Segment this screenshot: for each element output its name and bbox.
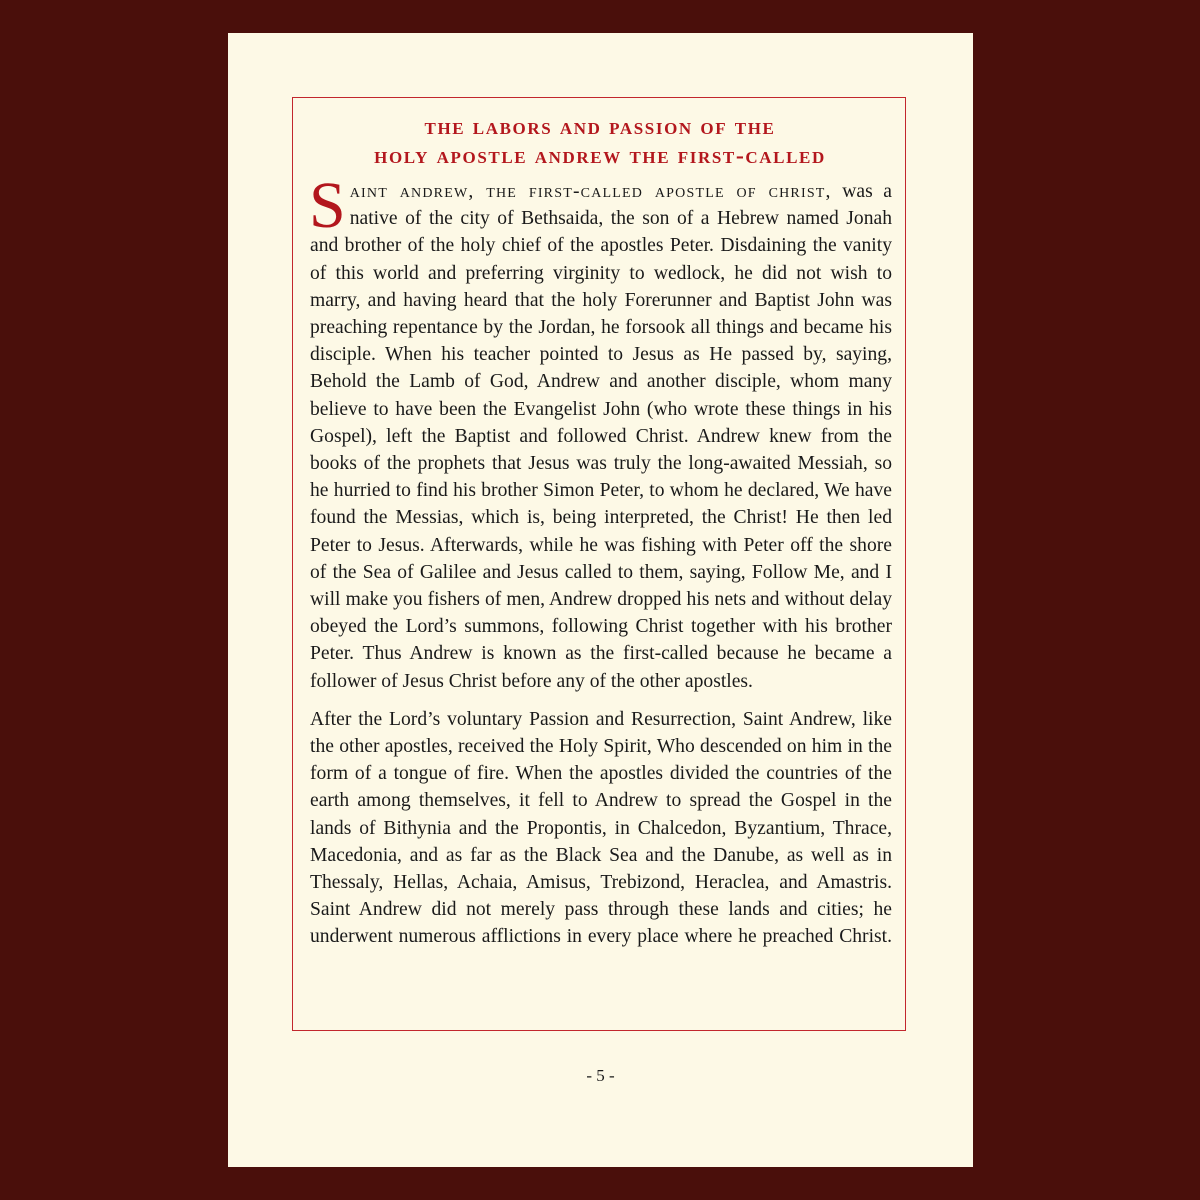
page-number: - 5 - (586, 1066, 615, 1085)
paragraph-1-text: was a native of the city of Bethsaida, the son of a Hebrew named Jonah and brother of the holy chief of the apostles Peter. Disdaining the vanity of this world and preferring virginity to wedlock, he did not wish to marry, and having heard that the holy Forerunner and Baptist John was preaching repentance by the Jordan, he forsook all things and became his disciple. When his teacher pointed to Jesus as He passed by, saying, Behold the Lamb of God, Andrew and another disciple, whom many believe to have been the Evangelist John (who wrote these things in his Gospel), left the Baptist and followed Christ. Andrew knew from the books of the prophets that Jesus was truly the long-awaited Messiah, so he hurried to find his brother Simon Peter, to whom he declared, We have found the Messias, which is, being interpreted, the Christ! He then led Peter to Jesus. Afterwards, while he was fishing with Peter off the shore of the Sea of Galilee and Jesus called to them, saying, Follow Me, and I will make you fishers of men, Andrew dropped his nets and without delay obeyed the Lord’s summons, following Christ together with his brother Peter. Thus Andrew is known as the first-called because he became a follower of Jesus Christ before any of the other apostles. (310, 181, 892, 692)
drop-cap: S (309, 169, 346, 242)
chapter-title-line-1: the labors and passion of the (424, 114, 776, 140)
text-frame (292, 97, 906, 1031)
paragraph-2-text: After the Lord’s voluntary Passion and Resurrection, Saint Andrew, like the other apostles, received the Holy Spirit, Who descended on him in the form of a tongue of fire. When the apostles divided the countries of the earth among themselves, it fell to Andrew to spread the Gospel in the lands of Bithynia and the Propontis, in Chalcedon, Byzantium, Thrace, Macedonia, and as far as the Black Sea and the Danube, as well as in Thessaly, Hellas, Achaia, Amisus, Trebizond, Heraclea, and Amastris. Saint Andrew did not merely pass through these lands and cities; he underwent numerous afflictions in every place where he preached Christ. (310, 708, 892, 948)
paragraph-lead-in: aint andrew, the first-called apostle of christ, (349, 181, 832, 202)
book-page (228, 33, 973, 1167)
paragraph-2 (310, 706, 892, 951)
chapter-title-line-2: holy apostle andrew the first-called (374, 143, 826, 169)
paragraph-1 (309, 169, 892, 695)
chapter-title (293, 113, 907, 171)
body-text (309, 169, 892, 951)
